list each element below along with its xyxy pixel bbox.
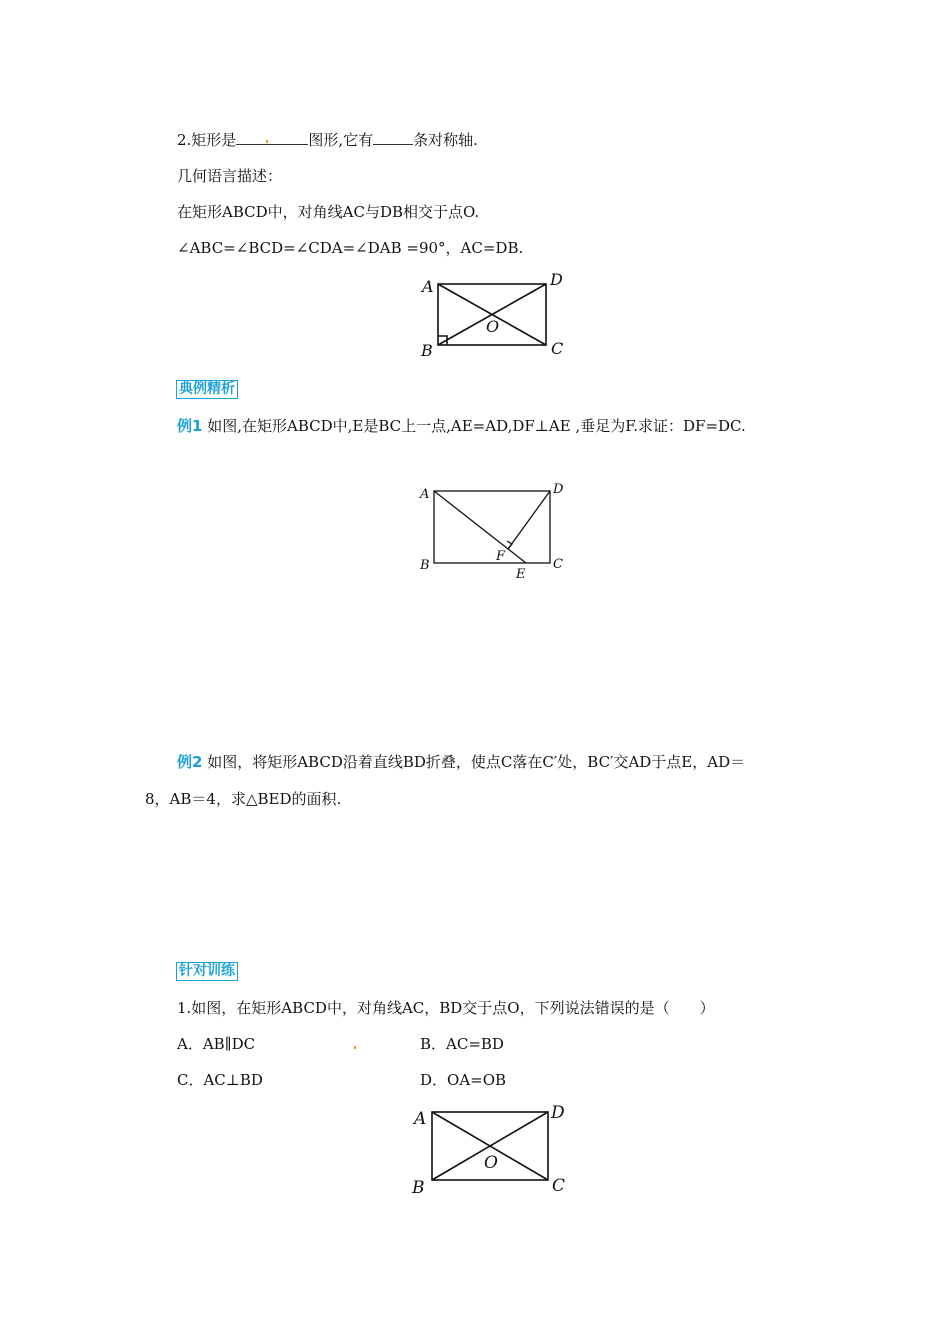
figure3-label-b: B <box>412 1178 425 1198</box>
option-a: A．AB∥DC <box>177 1035 256 1053</box>
heading-examples: 典例精析 <box>176 380 238 399</box>
example-2-text-1: 如图，将矩形ABCD沿着直线BD折叠，使点C落在C′处，BC′交AD于点E，AD＝ <box>207 753 746 771</box>
figure2-label-c: C <box>553 557 563 572</box>
example-1-label: 例1 <box>177 417 203 435</box>
geometry-line-1: 在矩形ABCD中，对角线AC与DB相交于点O. <box>177 203 480 221</box>
example-2-line-2: 8，AB＝4，求△BED的面积. <box>145 790 342 808</box>
example-1-text: 如图,在矩形ABCD中,E是BC上一点,AE=AD,DF⊥AE ,垂足为F.求证：DF=DC. <box>207 417 746 435</box>
option-c: C．AC⊥BD <box>177 1071 263 1089</box>
option-b: B．AC=BD <box>420 1035 504 1053</box>
geometry-line-2: ∠ABC=∠BCD=∠CDA=∠DAB =90°，AC=DB. <box>177 239 524 257</box>
training-question-1: 1.如图，在矩形ABCD中，对角线AC，BD交于点O，下列说法错误的是（ ） <box>177 999 715 1017</box>
figure3-label-o: O <box>484 1153 498 1173</box>
figure2-label-a: A <box>420 487 430 502</box>
question-2-prefix: 2.矩形是 <box>177 131 237 149</box>
figure3-label-d: D <box>551 1103 565 1123</box>
figure1-label-a: A <box>422 277 434 296</box>
figure2-label-e: E <box>516 567 526 582</box>
figure1-label-o: O <box>486 317 500 336</box>
option-d: D．OA=OB <box>420 1071 507 1089</box>
example-2-label: 例2 <box>177 753 203 771</box>
figure2-label-f: F <box>496 549 506 564</box>
geometry-label: 几何语言描述： <box>177 167 283 185</box>
figure2-label-d: D <box>553 482 564 497</box>
figure1-label-d: D <box>550 270 563 289</box>
figure2-label-b: B <box>420 558 430 573</box>
figure3-label-c: C <box>552 1176 566 1196</box>
question-2-suffix: 条对称轴. <box>413 131 478 149</box>
figure1-label-b: B <box>421 341 433 360</box>
question-2-mid: 图形,它有 <box>308 131 374 149</box>
heading-training: 针对训练 <box>176 962 238 981</box>
figure1-label-c: C <box>551 339 564 358</box>
figure3-label-a: A <box>414 1109 427 1129</box>
